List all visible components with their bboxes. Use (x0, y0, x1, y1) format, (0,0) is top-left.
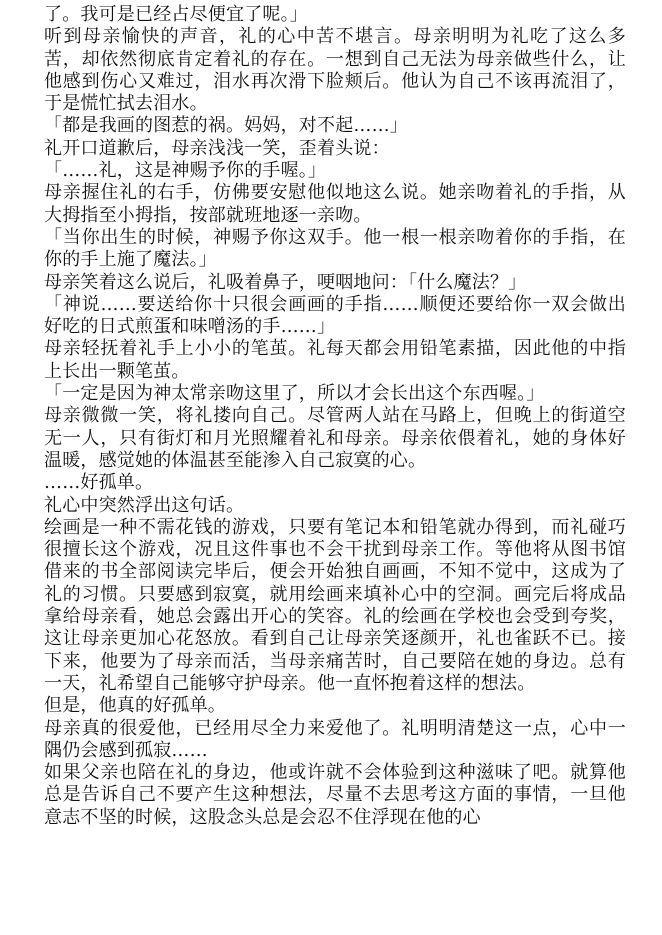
paragraph: 如果父亲也陪在礼的身边，他或许就不会体验到这种滋味了吧。就算他总是告诉自己不要产生这种想法，尽量不去思考这方面的事情，一旦他意志不坚的时候，这股念头总是会忍不住浮现在他的心 (44, 762, 626, 828)
paragraph: 绘画是一种不需花钱的游戏，只要有笔记本和铅笔就办得到，而礼碰巧很擅长这个游戏，况且这件事也不会干扰到母亲工作。等他将从图书馆借来的书全部阅读完毕后，便会开始独自画画，不知不觉中，这成为了礼的习惯。只要感到寂寞，就用绘画来填补心中的空洞。画完后将成品拿给母亲看，她总会露出开心的笑容。礼的绘画在学校也会受到夸奖，这让母亲更加心花怒放。看到自己让母亲笑逐颜开，礼也雀跃不已。接下来，他要为了母亲而活，当母亲痛苦时，自己要陪在她的身边。总有一天，礼希望自己能够守护母亲。他一直怀抱着这样的想法。 (44, 516, 626, 694)
paragraph: 母亲握住礼的右手，仿佛要安慰他似地这么说。她亲吻着礼的手指，从大拇指至小拇指，按部就班地逐一亲吻。 (44, 182, 626, 226)
paragraph: 母亲微微一笑，将礼搂向自己。尽管两人站在马路上，但晚上的街道空无一人，只有街灯和月光照耀着礼和母亲。母亲依偎着礼，她的身体好温暖，感觉她的体温甚至能渗入自己寂寞的心。 (44, 405, 626, 471)
document-page (44, 4, 626, 829)
paragraph: 「一定是因为神太常亲吻这里了，所以才会长出这个东西喔。」 (44, 383, 545, 405)
paragraph: 听到母亲愉快的声音，礼的心中苦不堪言。母亲明明为礼吃了这么多苦，却依然彻底肯定着礼的存在。一想到自己无法为母亲做些什么，让他感到伤心又难过，泪水再次滑下脸颊后。他认为自己不该再流泪了，于是慌忙拭去泪水。 (44, 26, 626, 115)
paragraph: 母亲真的很爱他，已经用尽全力来爱他了。礼明明清楚这一点，心中一隅仍会感到孤寂…… (44, 717, 626, 761)
paragraph: 礼心中突然浮出这句话。 (44, 494, 245, 516)
paragraph: 「当你出生的时候，神赐予你这双手。他一根一根亲吻着你的手指，在你的手上施了魔法。」 (44, 226, 626, 271)
paragraph: 「都是我画的图惹的祸。妈妈，对不起……」 (44, 115, 408, 137)
paragraph: 「神说……要送给你十只很会画画的手指……顺便还要给你一双会做出好吃的日式煎蛋和味噌汤的手……」 (44, 293, 626, 338)
paragraph: 母亲笑着这么说后，礼吸着鼻子，哽咽地问：「什么魔法？」 (44, 271, 527, 293)
paragraph: 「……礼，这是神赐予你的手喔。」 (44, 160, 327, 182)
paragraph: 但是，他真的好孤单。 (44, 695, 226, 717)
paragraph: 了。我可是已经占尽便宜了呢。」 (44, 4, 308, 25)
paragraph: 母亲轻抚着礼手上小小的笔茧。礼每天都会用铅笔素描，因此他的中指上长出一颗笔茧。 (44, 338, 626, 382)
paragraph: 礼开口道歉后，母亲浅浅一笑，歪着头说： (44, 137, 390, 159)
paragraph: ……好孤单。 (44, 472, 154, 494)
